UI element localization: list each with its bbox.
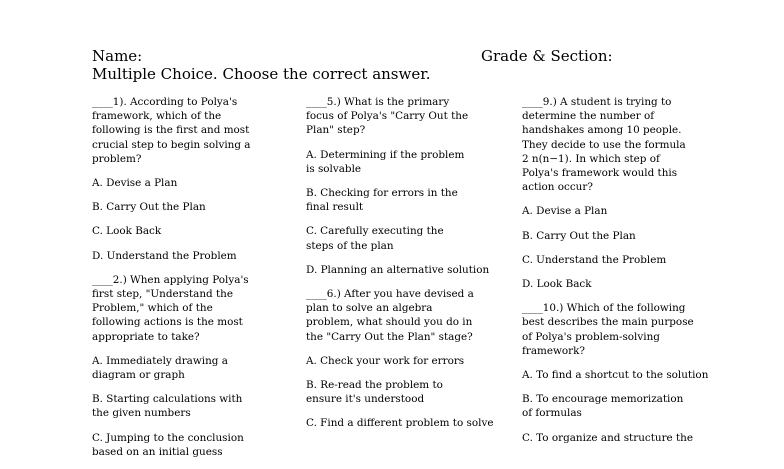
- question-2: ____2.) When applying Polya's first step, "Understand the Problem," which of the following actions is the most appropriate to take?: [92, 273, 249, 343]
- question-6-option-a: A. Check your work for errors: [306, 354, 465, 367]
- question-6-option-c: C. Find a different problem to solve: [306, 417, 494, 430]
- question-5: ____5.) What is the primary focus of Polya's "Carry Out the Plan" step?: [306, 96, 469, 137]
- question-1-option-d: D. Understand the Problem: [92, 249, 237, 262]
- question-column-3: [522, 95, 709, 455]
- question-1-option-b: B. Carry Out the Plan: [92, 201, 206, 214]
- question-10-option-a: A. To find a shortcut to the solution: [522, 369, 709, 382]
- question-9-option-b: B. Carry Out the Plan: [522, 229, 636, 242]
- question-column-2: [306, 95, 494, 441]
- question-9-option-d: D. Look Back: [522, 278, 592, 291]
- question-6: ____6.) After you have devised a plan to solve an algebra problem, what should you do in the "Carry Out the Plan" stage?: [306, 288, 474, 343]
- grade-section-label: Grade & Section:: [481, 47, 613, 65]
- question-1: ____1). According to Polya's framework, which of the following is the first and most crucial step to begin solving a problem?: [92, 96, 251, 165]
- question-10-option-b: B. To encourage memorization of formulas: [522, 393, 684, 420]
- instructions: Multiple Choice. Choose the correct answer.: [92, 65, 431, 83]
- question-5-option-b: B. Checking for errors in the final result: [306, 187, 458, 214]
- question-10: ____10.) Which of the following best describes the main purpose of Polya's problem-solving framework?: [522, 302, 694, 357]
- question-6-option-b: B. Re-read the problem to ensure it's understood: [306, 379, 443, 406]
- question-5-option-a: A. Determining if the problem is solvable: [306, 148, 465, 175]
- question-5-option-d: D. Planning an alternative solution: [306, 263, 490, 276]
- question-10-option-c: C. To organize and structure the: [522, 431, 694, 444]
- question-2-option-b: B. Starting calculations with the given numbers: [92, 393, 243, 420]
- question-2-option-c: C. Jumping to the conclusion based on an initial guess: [92, 431, 244, 458]
- name-label: Name:: [92, 47, 143, 65]
- question-1-option-a: A. Devise a Plan: [92, 177, 178, 190]
- question-9: ____9.) A student is trying to determine the number of handshakes among 10 people. They decide to use the formula 2 n(n−1). In which step of Polya's framework would this action occur?: [522, 96, 686, 194]
- question-2-option-a: A. Immediately drawing a diagram or graph: [92, 354, 228, 382]
- question-9-option-c: C. Understand the Problem: [522, 253, 667, 266]
- question-column-1: [92, 95, 262, 469]
- question-1-option-c: C. Look Back: [92, 225, 162, 238]
- question-5-option-c: C. Carefully executing the steps of the plan: [306, 225, 444, 252]
- question-9-option-a: A. Devise a Plan: [522, 205, 608, 218]
